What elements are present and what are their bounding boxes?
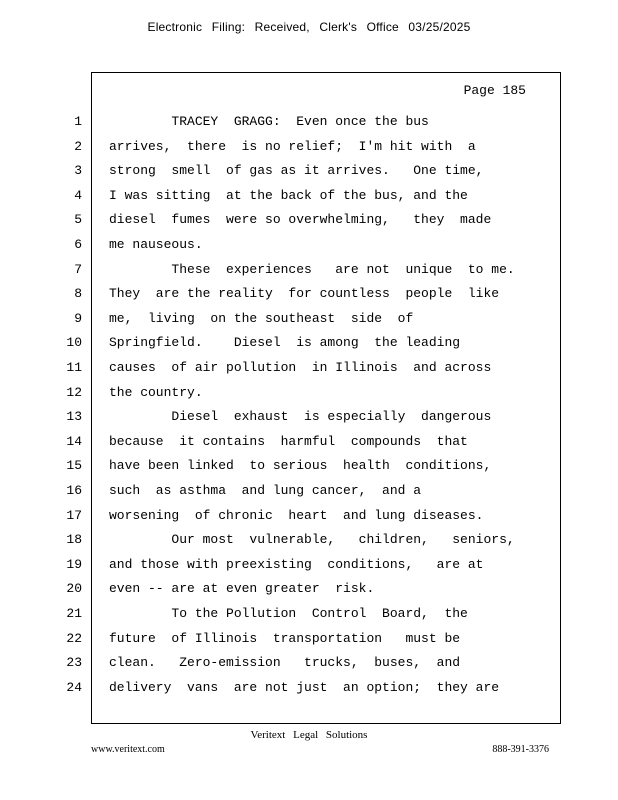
line-number: 3 (74, 163, 82, 179)
transcript-line: They are the reality for countless people like (109, 286, 500, 302)
line-number: 24 (66, 679, 82, 695)
line-number: 17 (66, 507, 82, 523)
footer-website: www.veritext.com (91, 744, 165, 755)
footer-phone: 888-391-3376 (492, 744, 549, 755)
transcript-line: diesel fumes were so overwhelming, they made (109, 212, 492, 228)
line-number: 6 (74, 237, 82, 252)
line-number: 5 (74, 212, 82, 228)
line-number: 10 (66, 335, 82, 351)
line-number: 8 (74, 286, 82, 302)
line-number: 7 (74, 261, 82, 277)
line-number: 12 (66, 384, 82, 400)
line-number: 16 (66, 483, 82, 498)
filing-stamp: Electronic Filing: Received, Clerk's Office 03/25/2025 (147, 20, 471, 34)
line-number: 22 (66, 630, 82, 646)
line-number: 15 (66, 458, 82, 474)
line-number: 13 (66, 409, 82, 425)
transcript-line: causes of air pollution in Illinois and across (109, 360, 492, 375)
transcript-line: clean. Zero-emission trucks, buses, and (109, 655, 461, 671)
line-number: 4 (74, 187, 82, 203)
transcript-line: me, living on the southeast side of (109, 310, 414, 326)
transcript-line: future of Illinois transportation must be (109, 630, 461, 646)
transcript-line: delivery vans are not just an option; they are (109, 679, 500, 695)
line-number: 23 (66, 655, 82, 671)
transcript-line: such as asthma and lung cancer, and a (109, 483, 422, 498)
transcript-line: even -- are at even greater risk. (109, 581, 375, 597)
transcript-line: Springfield. Diesel is among the leading (109, 335, 461, 351)
line-number: 20 (66, 581, 82, 597)
transcript-line: arrives, there is no relief; I'm hit with a (109, 138, 476, 154)
line-number: 1 (74, 114, 82, 129)
transcript-line: me nauseous. (109, 237, 203, 252)
transcript-line: strong smell of gas as it arrives. One time, (109, 163, 484, 179)
transcript-line: To the Pollution Control Board, the (109, 606, 468, 621)
transcript-line: Our most vulnerable, children, seniors, (109, 532, 515, 548)
transcript-line: the country. (109, 384, 203, 400)
footer-company: Veritext Legal Solutions (250, 729, 368, 741)
line-number: 14 (66, 433, 82, 449)
transcript-line: These experiences are not unique to me. (109, 261, 515, 277)
transcript-line: and those with preexisting conditions, are at (109, 556, 484, 572)
line-number: 11 (66, 360, 82, 375)
transcript-line: worsening of chronic heart and lung diseases. (109, 507, 484, 523)
line-number: 18 (66, 532, 82, 548)
transcript-line: I was sitting at the back of the bus, and the (109, 187, 468, 203)
transcript-line: Diesel exhaust is especially dangerous (109, 409, 492, 425)
transcript-line: because it contains harmful compounds that (109, 433, 468, 449)
line-number: 21 (66, 606, 82, 621)
transcript-line: TRACEY GRAGG: Even once the bus (109, 114, 429, 129)
transcript-line: have been linked to serious health conditions, (109, 458, 492, 474)
page-number: Page 185 (463, 83, 526, 98)
line-number: 19 (66, 556, 82, 572)
line-number: 9 (74, 310, 82, 326)
line-number: 2 (74, 138, 82, 154)
